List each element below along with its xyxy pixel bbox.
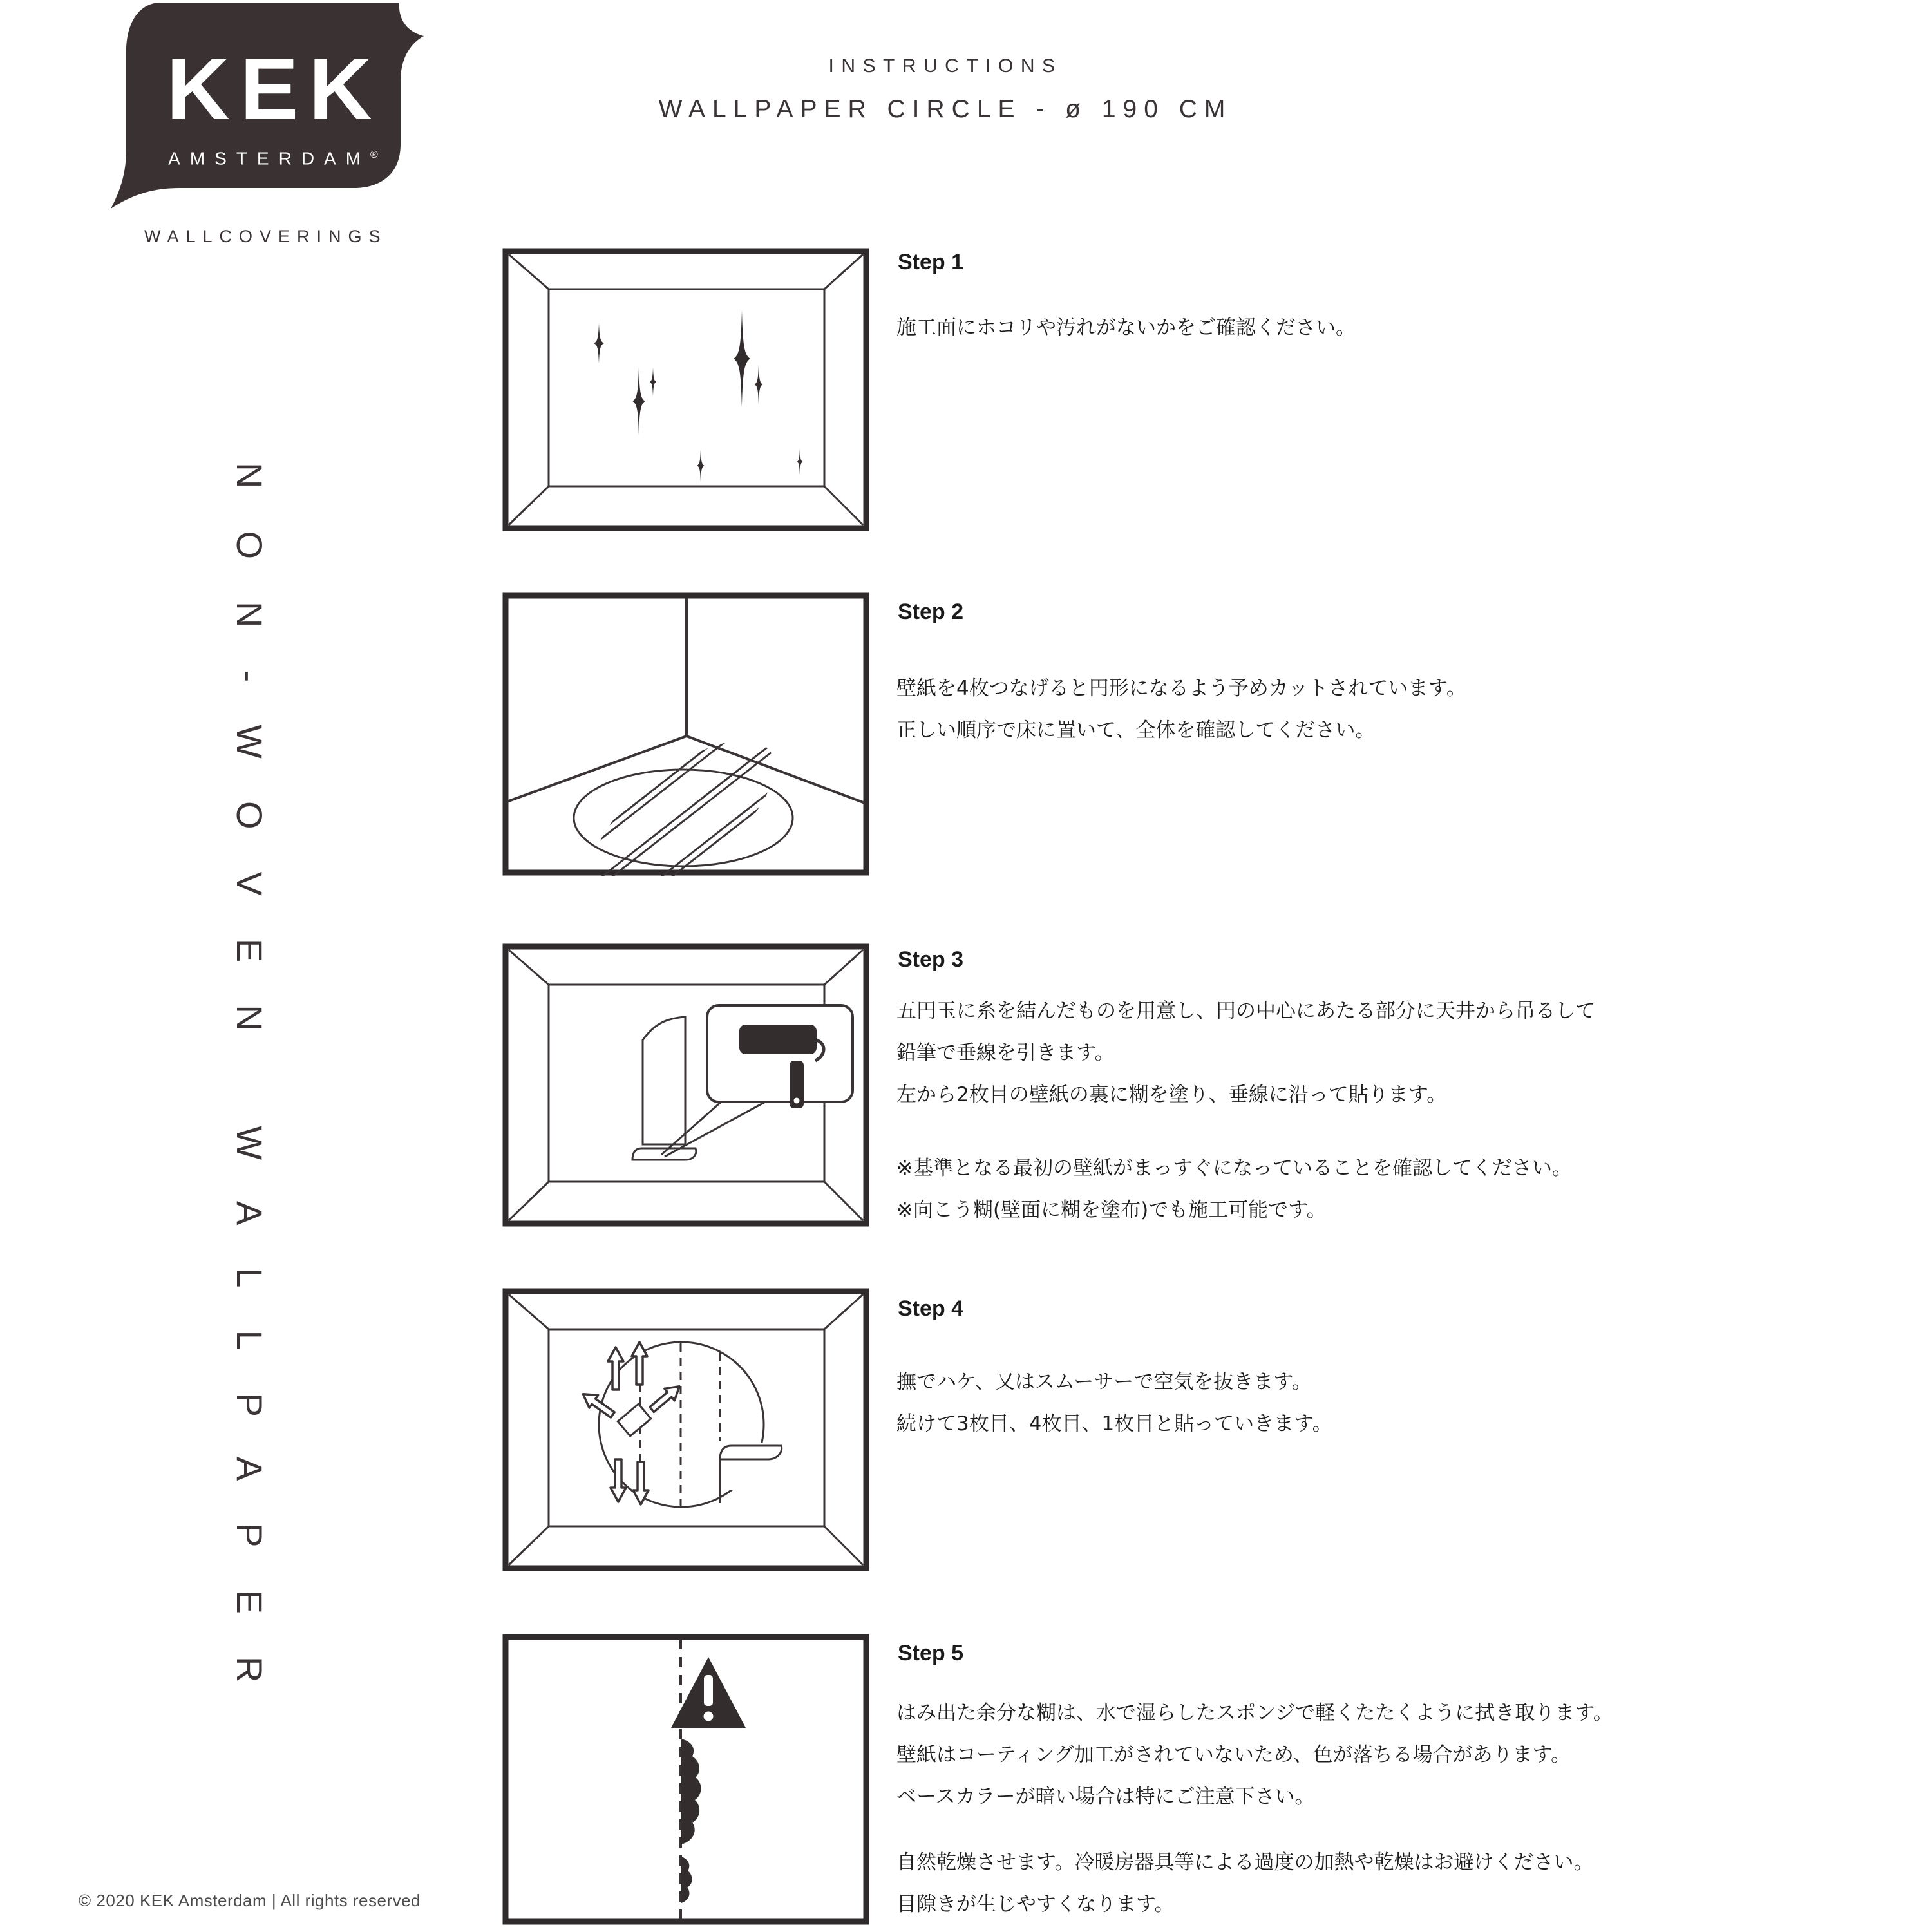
wallpaper-strip bbox=[643, 1017, 685, 1144]
step1-illustration bbox=[502, 248, 869, 531]
step2-text: 壁紙を4枚つなげると円形になるよう予めカットされています。 正しい順序で床に置いて、全体を確認してください。 bbox=[896, 677, 1466, 742]
step5-illustration bbox=[502, 1634, 869, 1925]
registered-mark: ® bbox=[370, 149, 379, 160]
step5-notes: 自然乾燥させます。冷暖房器具等による過度の加熱や乾燥はお避けください。 目隙きが生じやすくなります。 bbox=[896, 1851, 1594, 1916]
step2-label: Step 2 bbox=[898, 600, 964, 624]
step1-text: 施工面にホコリや汚れがないかをご確認ください。 bbox=[896, 316, 1356, 339]
floor-circle-panels-icon bbox=[502, 592, 869, 876]
vertical-product-label: NON-WOVEN WALLPAPER bbox=[229, 462, 270, 1725]
paste-roller-icon bbox=[502, 943, 869, 1227]
logo-tagline: WALLCOVERINGS bbox=[144, 227, 388, 246]
logo-city-text: AMSTERDAM® bbox=[168, 148, 379, 169]
step2-illustration bbox=[502, 592, 869, 876]
header-eyebrow: INSTRUCTIONS bbox=[828, 55, 1063, 77]
smoothing-arrows-icon bbox=[502, 1288, 869, 1571]
wall-sparkles-icon bbox=[502, 248, 869, 531]
step3-illustration bbox=[502, 943, 869, 1227]
step1-label: Step 1 bbox=[898, 250, 964, 274]
copyright-notice: © 2020 KEK Amsterdam | All rights reserved bbox=[79, 1891, 421, 1910]
logo-brand-text: KEK bbox=[166, 40, 383, 138]
strip-bottom-flap bbox=[632, 1148, 696, 1160]
step4-illustration bbox=[502, 1288, 869, 1571]
step3-text: 五円玉に糸を結んだものを用意し、円の中心にあたる部分に天井から吊るして 鉛筆で垂線を引きます。 左から2枚目の壁紙の裏に糊を塗り、垂線に沿って貼ります。 bbox=[896, 999, 1595, 1106]
step5-label: Step 5 bbox=[898, 1641, 964, 1665]
step4-text: 撫でハケ、又はスムーサーで空気を抜きます。 続けて3枚目、4枚目、1枚目と貼っていきます。 bbox=[896, 1370, 1332, 1435]
step5-text: はみ出た余分な糊は、水で湿らしたスポンジで軽くたたくように拭き取ります。 壁紙はコーティング加工がされていないため、色が落ちる場合があります。 ベースカラーが暗い場合は特にご注意下さい。 bbox=[896, 1701, 1613, 1808]
page-title: WALLPAPER CIRCLE - ø 190 CM bbox=[658, 95, 1233, 123]
step3-label: Step 3 bbox=[898, 947, 964, 972]
glue-warning-icon bbox=[502, 1634, 869, 1925]
step3-notes: ※基準となる最初の壁紙がまっすぐになっていることを確認してください。 ※向こう糊(壁面に糊を塗布)でも施工可能です。 bbox=[896, 1157, 1572, 1222]
step4-label: Step 4 bbox=[898, 1296, 964, 1321]
